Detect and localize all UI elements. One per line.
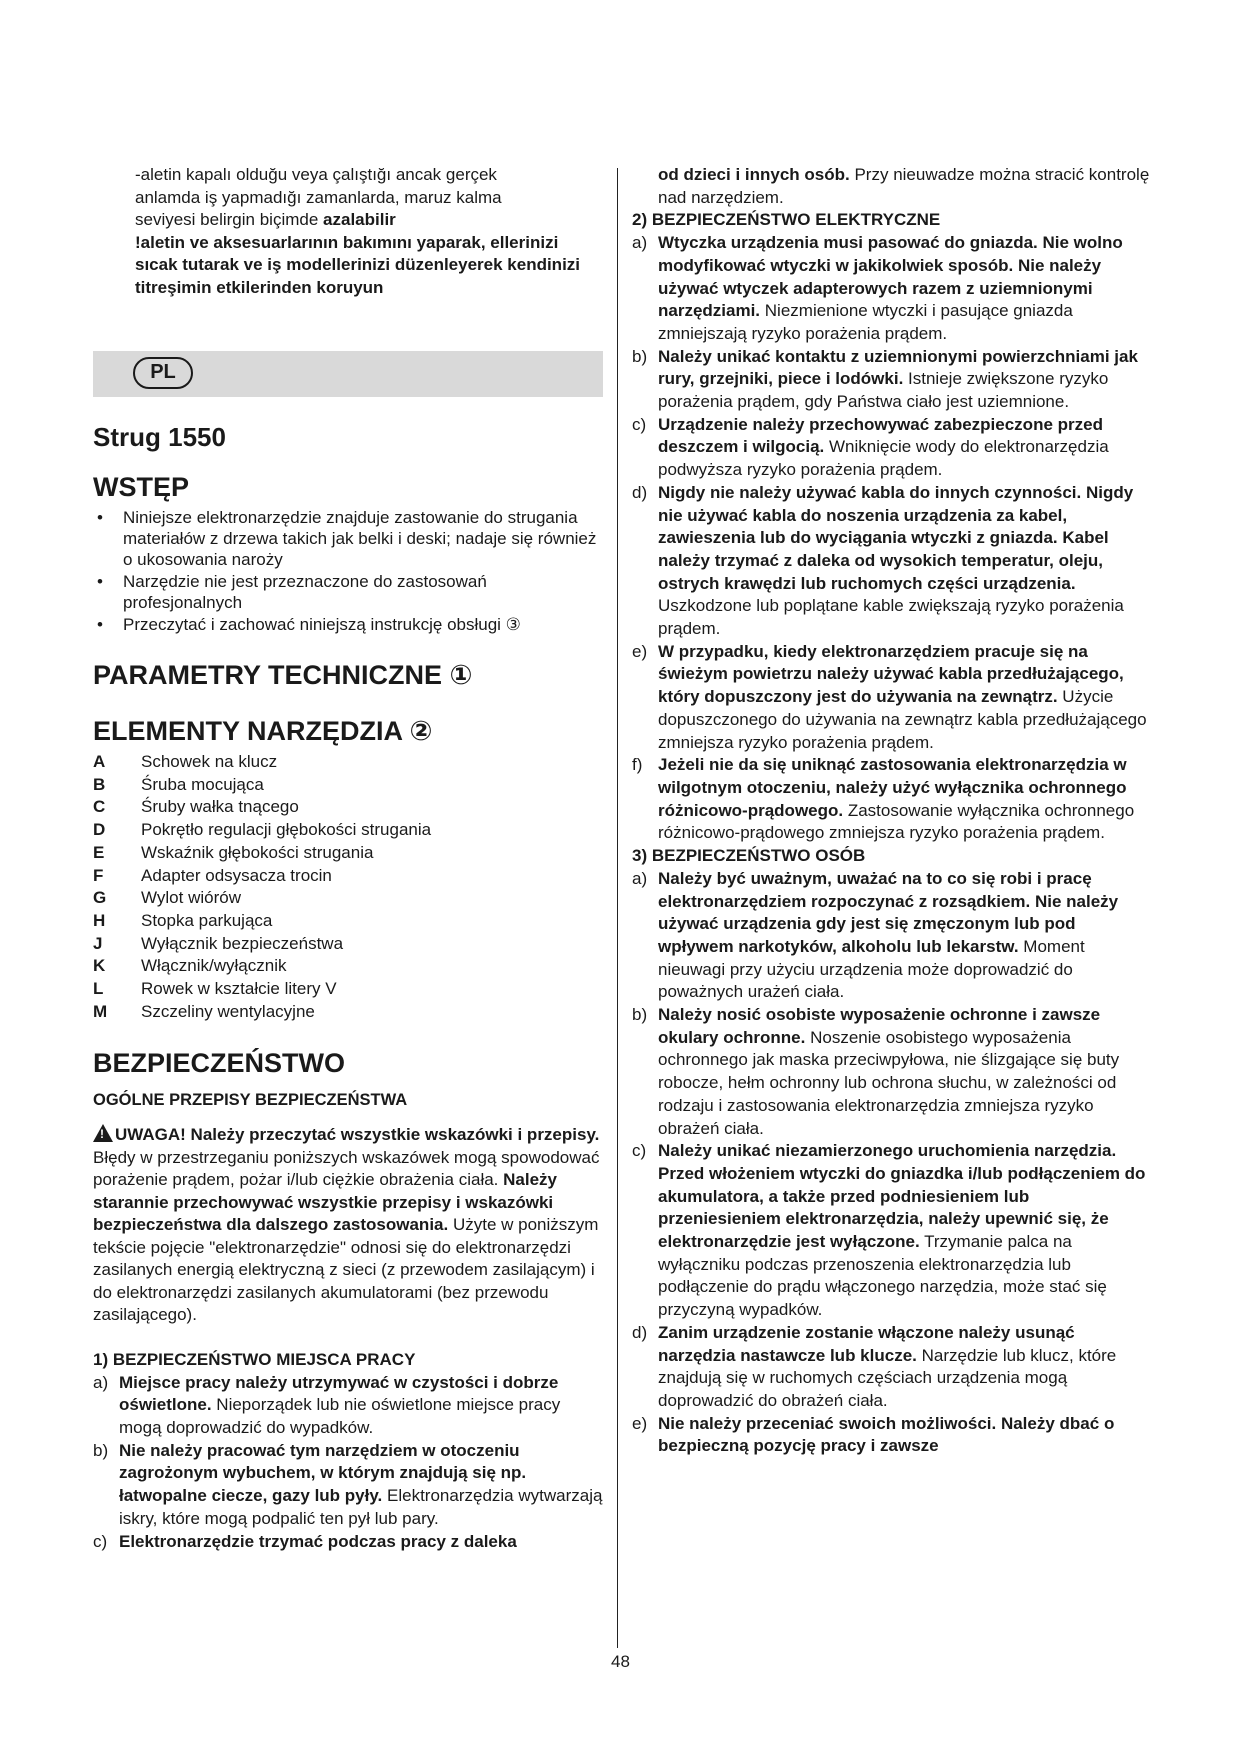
electrical-d: d) Nigdy nie należy używać kabla do innych czynności. Nigdy nie używać kabla do noszenia urządzenia za kabel, zawieszenia lub do wyciągania wtyczki z gniazda. Kabel należy trzymać z daleka od wysokich temperatur, oleju, ostrych krawędzi lub ruchomych części urządzenia. Uszkodzone lub poplątane kable zwiększają ryzyko porażenia prądem. (632, 482, 1134, 639)
work-area-a: a) Miejsce pracy należy utrzymywać w czystości i dobrze oświetlone. Nieporządek lub nie oświetlone miejsce pracy mogą doprowadzić do wypadków. (93, 1372, 561, 1438)
bullet-item: • Niniejsze elektronarzędzie znajduje zastowanie do strugania materiałów z drzewa takich jak belki i deski; nadaje się również o ukosowania naroży (93, 507, 603, 570)
page-number: 48 (611, 1652, 630, 1671)
list-item: M Szczeliny wentylacyjne (93, 1001, 315, 1021)
electrical-a: a) Wtyczka urządzenia musi pasować do gniazda. Nie wolno modyfikować wtyczki w jakikolwiek sposób. Nie należy używać wtyczek adapterowych razem z uziemnionymi narzędziami. Niezmienione wtyczki i pasujące gniazda zmniejszają ryzyko porażenia prądem. (632, 233, 1123, 343)
safety-subheading: OGÓLNE PRZEPISY BEZPIECZEŃSTWA (93, 1091, 408, 1110)
electrical-f: f) Jeżeli nie da się uniknąć zastosowania elektronarzędzia w wilgotnym otoczeniu, należy użyć wyłącznika ochronnego różnicowo-prądowego. Zastosowanie wyłącznika ochronnego różnicowo-prądowego zmniejsza ryzyko porażenia prądem. (632, 755, 1135, 843)
turkish-continuation (93, 164, 603, 299)
list-item: F Adapter odsysacza trocin (93, 865, 332, 885)
electrical-e: e) W przypadku, kiedy elektronarzędziem pracuje się na świeżym powietrzu należy używać kabla przedłużającego, który dopuszczony jest do używania na zewnątrz. Użycie dopuszczonego do używania na zewnątrz kabla przedłużającego zmniejsza ryzyko porażenia prądem. (632, 641, 1147, 752)
list-item: K Włącznik/wyłącznik (93, 956, 287, 976)
elements-heading: ELEMENTY NARZĘDZIA ② (93, 716, 433, 746)
list-item: A Schowek na klucz (93, 752, 278, 771)
persons-e: e) Nie należy przeceniać swoich możliwości. Należy dbać o bezpieczną pozycję pracy i zawsze (632, 1413, 1115, 1456)
intro-bullets (93, 507, 603, 635)
work-area-c: c) Elektronarzędzie trzymać podczas pracy z daleka (93, 1531, 517, 1551)
bullet-item: • Narzędzie nie jest przeznaczone do zastosowań profesjonalnych (93, 571, 603, 613)
left-column (93, 164, 603, 1553)
turkish-line: anlamda iş yapmadığı zamanlarda, maruz kalma (135, 187, 502, 207)
persons-d: d) Zanim urządzenie zostanie włączone należy usunąć narzędzia nastawcze lub klucze. Narzędzie lub klucz, które znajdują się w ruchomych częściach urządzenia mogą doprowadzić do obrażeń ciała. (632, 1322, 1117, 1410)
product-title: Strug 1550 (93, 422, 226, 452)
work-area-b: b) Nie należy pracować tym narzędziem w otoczeniu zagrożonym wybuchem, w którym znajdują się np. łatwopalne ciecze, gazy lub pyły. Elektronarzędzia wytwarzają iskry, które mogą podpalić ten pył lub pary. (93, 1440, 603, 1528)
tech-params-heading: PARAMETRY TECHNICZNE ① (93, 660, 473, 690)
safety-heading: BEZPIECZEŃSTWO (93, 1048, 346, 1079)
list-item: B Śruba mocująca (93, 774, 264, 794)
warning-triangle-icon (93, 1124, 113, 1142)
right-column (632, 164, 1152, 1458)
language-bar (93, 351, 603, 397)
persons-a: a) Należy być uważnym, uważać na to co się robi i pracę elektronarzędziem rozpoczynać z rozsądkiem. Nie należy używać urządzenia gdy jest się zmęczonym lub pod wpływem narkotyków, alkoholu lub lekarstw. Moment nieuwagi przy użyciu urządzenia może doprowadzić do poważnych urażeń ciała. (632, 868, 1119, 1002)
electrical-heading: 2) BEZPIECZEŃSTWO ELEKTRYCZNE (632, 210, 941, 230)
turkish-bold-paragraph: !aletin ve aksesuarlarının bakımını yaparak, ellerinizi sıcak tutarak ve iş modellerinizi düzenleyerek kendinizi titreşimin etkilerinden koruyun (135, 232, 581, 297)
list-item: G Wylot wiórów (93, 888, 241, 908)
column-divider (617, 168, 618, 1648)
intro-heading: WSTĘP (93, 472, 190, 502)
electrical-b: b) Należy unikać kontaktu z uziemnionymi powierzchniami jak rury, grzejniki, piece i lodówki. Istnieje zwiększone ryzyko porażenia prądem, gdy Państwa ciało jest uziemnione. (632, 346, 1138, 412)
list-item: H Stopka parkująca (93, 910, 273, 930)
list-item: C Śruby wałka tnącego (93, 797, 299, 817)
language-badge: PL (133, 357, 193, 389)
list-item: E Wskaźnik głębokości strugania (93, 842, 374, 862)
persons-heading: 3) BEZPIECZEŃSTWO OSÓB (632, 846, 866, 866)
persons-c: c) Należy unikać niezamierzonego uruchomienia narzędzia. Przed włożeniem wtyczki do gniazdka i/lub podłączeniem do akumulatora, a także przed podniesieniem lub przeniesieniem elektronarzędzia, należy upewnić się, że elektronarzędzie jest wyłączone. Trzymanie palca na wyłączniku podczas przenoszenia elektronarzędzia lub podłączenie do prądu włączonego narzędzia, może stać się przyczyną wypadków. (632, 1141, 1146, 1320)
work-area-c-continued: od dzieci i innych osób. Przy nieuwadze można stracić kontrolę nad narzędziem. (658, 165, 1150, 207)
bullet-item: • Przeczytać i zachować niniejszą instrukcję obsługi ③ (93, 614, 603, 635)
warning-paragraph: !UWAGA! Należy przeczytać wszystkie wskazówki i przepisy. Błędy w przestrzeganiu poniższych wskazówek mogą spowodować porażenie prądem, pożar i/lub ciężkie obrażenia ciała. Należy starannie przechowywać wszystkie przepisy i wskazówki bezpieczeństwa dla dalszego zastosowania. Użyte w poniższym tekście pojęcie "elektronarzędzie" odnosi się do elektronarzędzi zasilanych energią elektryczną z sieci (z przewodem zasilającym) i do elektronarzędzi zasilanych akumulatorami (bez przewodu zasilającego). (93, 1124, 603, 1327)
turkish-line: -aletin kapalı olduğu veya çalıştığı ancak gerçek (135, 165, 497, 184)
list-item: D Pokrętło regulacji głębokości strugania (93, 820, 432, 840)
elements-list (93, 751, 603, 1023)
turkish-line: seviyesi belirgin biçimde azalabilir (135, 210, 396, 229)
work-area-heading: 1) BEZPIECZEŃSTWO MIEJSCA PRACY (93, 1349, 416, 1369)
list-item: L Rowek w kształcie litery V (93, 979, 337, 999)
electrical-c: c) Urządzenie należy przechowywać zabezpieczone przed deszczem i wilgocią. Wniknięcie wody do elektronarzędzia podwyższa ryzyko porażenia prądem. (632, 414, 1109, 480)
list-item: J Wyłącznik bezpieczeństwa (93, 933, 344, 953)
persons-b: b) Należy nosić osobiste wyposażenie ochronne i zawsze okulary ochronne. Noszenie osobistego wyposażenia ochronnego jak maska przeciwpyłowa, nie ślizgające się buty robocze, hełm ochronny lub ochrona słuchu, w zależności od rodzaju i zastosowania elektronarzędzia zmniejsza ryzyko obrażeń ciała. (632, 1005, 1120, 1138)
